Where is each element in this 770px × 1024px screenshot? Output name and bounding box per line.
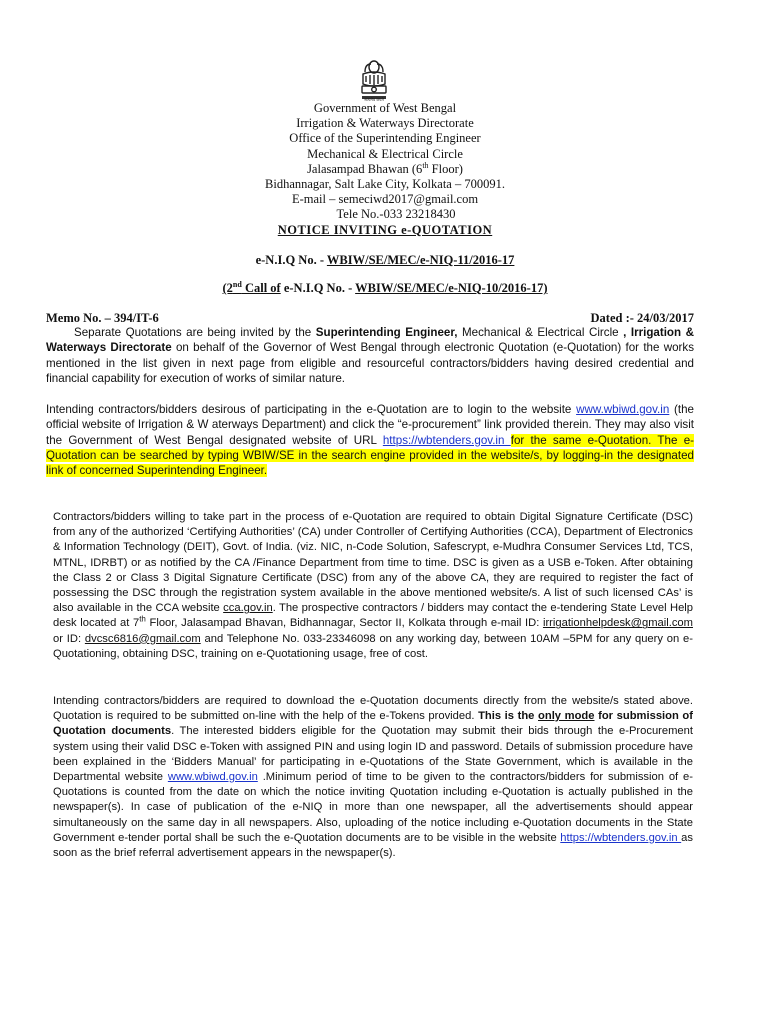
notice-title: NOTICE INVITING e-QUOTATION — [277, 222, 493, 237]
header-email: E-mail – semeciwd2017@gmail.com — [291, 192, 479, 207]
letterhead — [0, 101, 770, 238]
niq-second-call: (2nd Call of e-N.I.Q No. - WBIW/SE/MEC/e-NIQ-10/2016-17) — [222, 279, 548, 295]
paragraph-submission: Intending contractors/bidders are required to download the e-Quotation documents directly from the website/s stated above. Quotation is required to be submitted on-line with the help of the e-Tokens provided. This is the only mode for submission of Quotation documents. The interested bidders eligible for the Quotation may submit their bids through the e-Procurement system using their valid DSC e-Token with assigned PIN and using login ID and password. Details of submission procedure have been explained in the ‘Bidders Manual’ for participating in e-Quotations of the State Government, which is available in the Departmental website www.wbiwd.gov.in .Minimum period of time to be given to the contractors/bidders for submission of e-Quotations is counted from the date on which the notice inviting Quotation including e-Quotation is actually published in the newspaper(s). In case of publication of the e-NIQ in more than one newspaper, all the advertisements should appear simultaneously on the same day in all newspapers. Also, uploading of the notice including e-Quotation documents in the State Government e-tender portal shall be such the e-Quotation documents are to be visible in the website https://wbtenders.gov.in as soon as the brief referral advertisement appears in the newspaper(s). — [53, 695, 693, 860]
header-circle: Mechanical & Electrical Circle — [307, 146, 463, 161]
memo-date: Dated :- 24/03/2017 — [590, 311, 694, 325]
website-link-wbiwd-2[interactable]: www.wbiwd.gov.in — [167, 771, 258, 784]
paragraph-invitation: Separate Quotations are being invited by the Superintending Engineer, Mechanical & Electrical Circle , Irrigation & Waterways Directorate on behalf of the Governor of West Bengal through electronic Quotation (e-Quotation) for the works mentioned in the list given in next page from eligible and resourceful contractors/bidders having desired credential and financial capability for execution of works of similar nature. — [46, 326, 695, 385]
alternate-email-link[interactable]: dvcsc6816@gmail.com — [84, 632, 201, 645]
website-link-wbtenders-2[interactable]: https://wbtenders.gov.in — [560, 831, 682, 844]
highlighted-search-instructions: for the same e-Quotation. The e-Quotation can be searched by typing WBIW/SE in the search engine provided in the website/s, by logging-in the designated link of concerned Superintending Engineer. — [46, 433, 695, 478]
header-building: Jalasampad Bhawan (6th Floor) — [307, 160, 463, 176]
emblem-caption: सत्यमेव जयते — [364, 97, 384, 102]
header-directorate: Irrigation & Waterways Directorate — [296, 116, 474, 131]
paragraph-dsc: Contractors/bidders willing to take part in the process of e-Quotation are required to obtain Digital Signature Certificate (DSC) from any of the authorized ‘Certifying Authorities’ (CA) under Controller of Certifying Authorities (CCA), Department of Electronics & Information Technology (DEIT), Govt. of India. (viz. NIC, n-Code Solution, Safescrypt, e-Mudhra Consumer Services Ltd, TCS, MTNL, IDRBT) or as notified by the CA /Finance Department from time to time. DSC is given as a USB e-Token. After obtaining the Class 2 or Class 3 Digital Signature Certificate (DSC) from any of the above CA, they are required to register the fact of possessing the DSC through the registration system available in the above mentioned website/s. A list of such licensed CAs’ is also available in the CCA website cca.gov.in. The prospective contractors / bidders may contact the e-tendering State Level Help desk located at 7th Floor, Jalasampad Bhavan, Bidhannagar, Sector II, Kolkata through e-mail ID: irrigationhelpdesk@gmail.com or ID: dvcsc6816@gmail.com and Telephone No. 033-23346098 on any working day, between 10AM –5PM for any query on e-Quotationing, obtaining DSC, training on e-Quotationing usage, free of cost. — [53, 511, 694, 660]
niq-number: e-N.I.Q No. - WBIW/SE/MEC/e-NIQ-11/2016-17 — [255, 253, 515, 267]
header-address: Bidhannagar, Salt Lake City, Kolkata – 700091. — [265, 177, 505, 192]
website-link-wbtenders[interactable]: https://wbtenders.gov.in — [382, 433, 511, 447]
helpdesk-email-link[interactable]: irrigationhelpdesk@gmail.com — [542, 617, 693, 630]
header-government: Government of West Bengal — [313, 101, 457, 115]
cca-link[interactable]: cca.gov.in — [223, 602, 273, 615]
header-office: Office of the Superintending Engineer — [289, 131, 481, 146]
header-telephone: Tele No.-033 23218430 — [336, 207, 456, 222]
paragraph-website: Intending contractors/bidders desirous of participating in the e-Quotation are to login to the website www.wbiwd.gov.in (the official website of Irrigation & W aterways Department) and click the “e-procurement” link provided therein. They may also visit the Government of West Bengal designated website of URL https://wbtenders.gov.in for the same e-Quotation. The e-Quotation can be searched by typing WBIW/SE in the search engine provided in the website/s, by logging-in the designated link of concerned Superintending Engineer. — [46, 403, 695, 478]
memo-number: Memo No. – 394/IT-6 — [46, 311, 159, 325]
website-link-wbiwd[interactable]: www.wbiwd.gov.in — [576, 403, 670, 416]
memo-row — [46, 311, 694, 326]
